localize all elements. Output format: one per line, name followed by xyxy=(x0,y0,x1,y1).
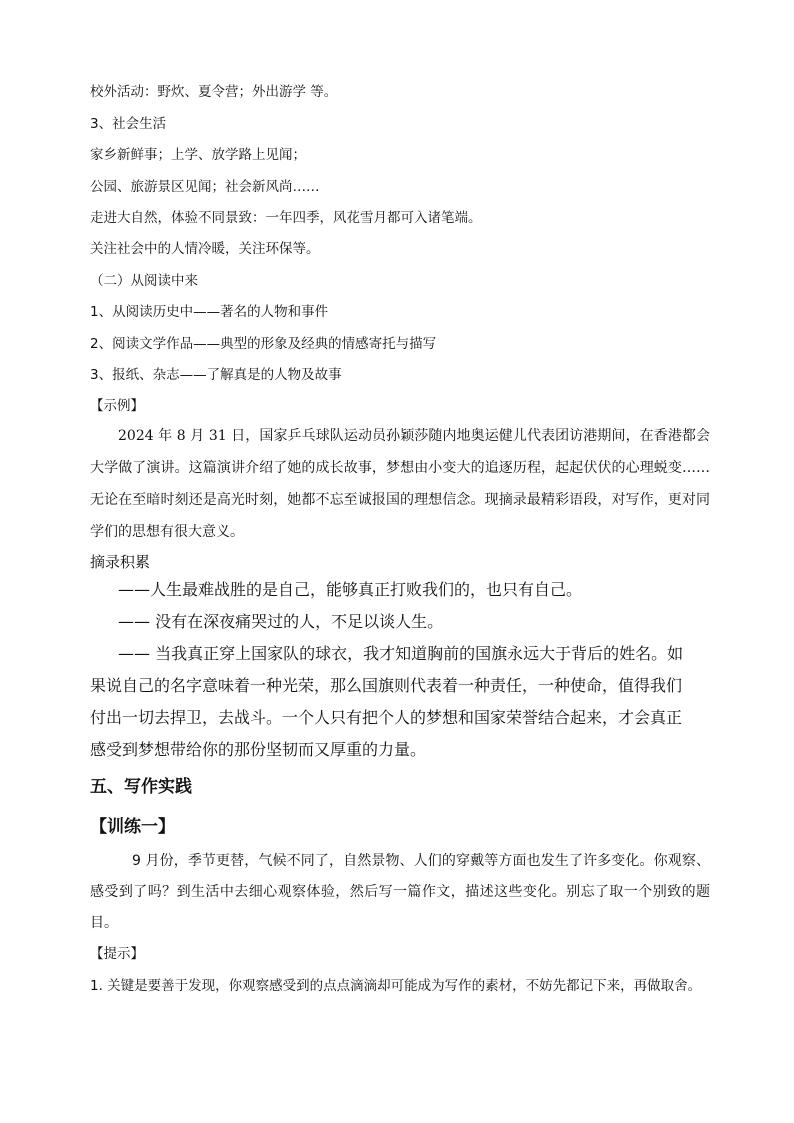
quote-2 xyxy=(90,606,690,638)
section-heading: 五、写作实践 xyxy=(90,777,192,797)
tip-heading: 【提示】 xyxy=(90,946,144,962)
example-label: 【示例】 xyxy=(90,398,144,414)
line-social-care: 关注社会中的人情冷暖，关注环保等。 xyxy=(90,241,320,257)
quote-1 xyxy=(90,574,690,606)
line-newspapers: 3、报纸、杂志——了解真是的人物及故事 xyxy=(90,367,342,383)
line-social-life-heading: 3、社会生活 xyxy=(90,116,167,132)
line-nature: 走进大自然，体验不同景致：一年四季，风花雪月都可入诸笔端。 xyxy=(90,210,482,226)
quote-3: —— 当我真正穿上国家队的球衣，我才知道胸前的国旗永远大于背后的姓名。如果说自己的名字意味着一种光荣，那么国旗则代表着一种责任，一种使命，值得我们付出一切去捍卫，去战斗。一个人只有把个人的梦想和国家荣誉结合起来，才会真正感受到梦想带给你的那份坚韧而又厚重的力量。 xyxy=(90,644,684,759)
line-park-scenic: 公园、旅游景区见闻；社会新风尚…… xyxy=(90,179,320,195)
training-heading: 【训练一】 xyxy=(90,817,175,837)
excerpt-title: 摘录积累 xyxy=(90,553,151,571)
line-reading-literature: 2、阅读文学作品——典型的形象及经典的情感寄托与描写 xyxy=(90,336,437,352)
tip-item-1: 1. 关键是要善于发现，你观察感受到的点点滴滴却可能成为写作的素材，不妨先都记下来，再做取舍。 xyxy=(90,978,702,994)
line-reading-history: 1、从阅读历史中——著名的人物和事件 xyxy=(90,304,329,320)
quote-1-text: ——人生最难战胜的是自己，能够真正打败我们的，也只有自己。 xyxy=(118,580,583,599)
line-outdoor-activities: 校外活动：野炊、夏令营；外出游学 等。 xyxy=(90,84,338,100)
example-paragraph: 2024 年 8 月 31 日，国家乒乓球队运动员孙颖莎随内地奥运健儿代表团访港期间，在香港都会大学做了演讲。这篇演讲介绍了她的成长故事，梦想由小变大的追逐历程，起起伏伏的心理蜕变……无论在至暗时刻还是高光时刻，她都不忘至诚报国的理想信念。现摘录最精彩语段，对写作，更对同学们的思想有很大意义。 xyxy=(90,428,710,540)
training-paragraph: 9 月份，季节更替，气候不同了，自然景物、人们的穿戴等方面也发生了许多变化。你观察、感受到了吗？到生活中去细心观察体验，然后写一篇作文，描述这些变化。别忘了取一个别致的题目。 xyxy=(90,853,710,931)
line-from-reading-heading: （二）从阅读中来 xyxy=(90,273,198,289)
quote-2-text: —— 没有在深夜痛哭过的人，不足以谈人生。 xyxy=(118,612,444,631)
line-hometown-news: 家乡新鲜事；上学、放学路上见闻； xyxy=(90,147,306,163)
